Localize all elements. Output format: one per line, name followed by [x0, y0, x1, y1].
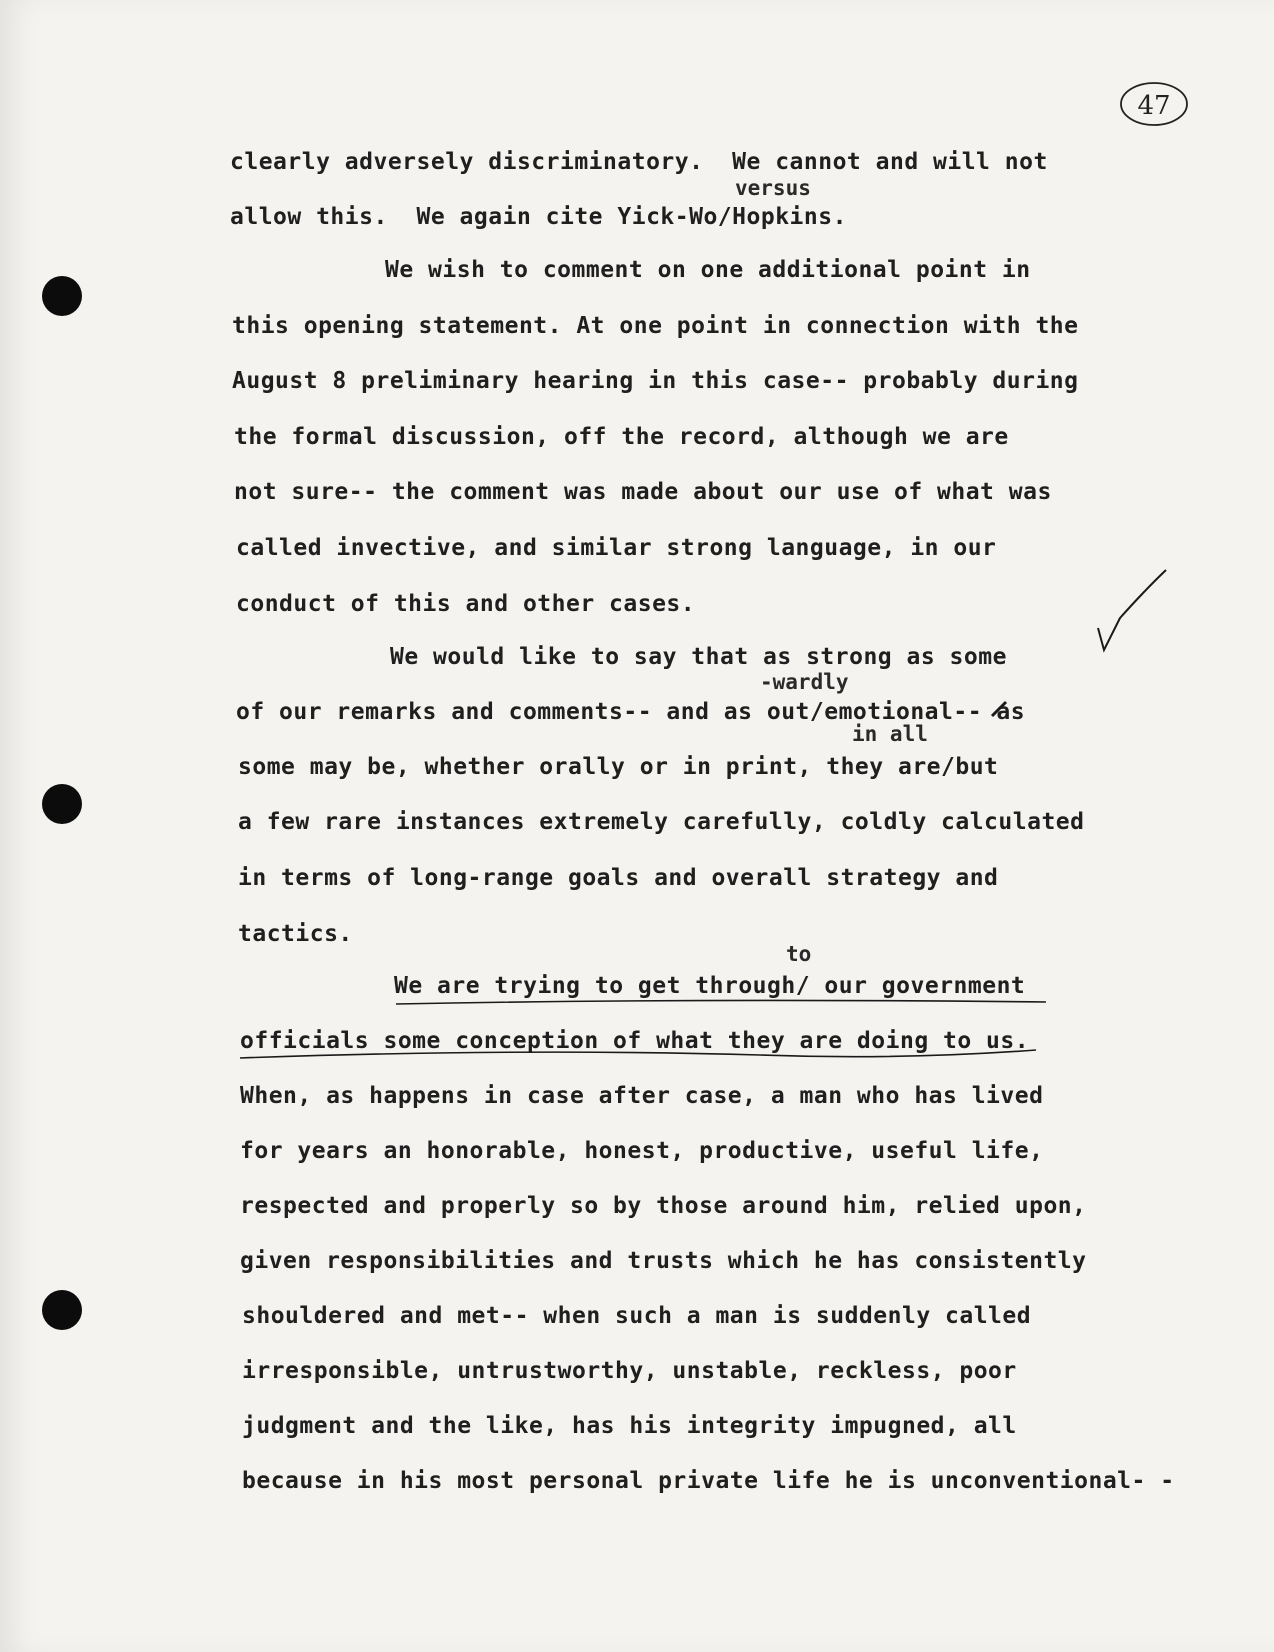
insertion-wardly: -wardly: [760, 670, 849, 694]
text-line: When, as happens in case after case, a man who has lived: [240, 1083, 1044, 1109]
text-line: clearly adversely discriminatory. We cannot and will not: [230, 149, 1048, 175]
insertion-versus: versus: [735, 176, 811, 200]
text-line: respected and properly so by those around him, relied upon,: [240, 1193, 1087, 1219]
underline-mark: [396, 1000, 1046, 1004]
text-line: in terms of long-range goals and overall strategy and: [238, 865, 999, 891]
text-line: given responsibilities and trusts which he has consistently: [240, 1248, 1087, 1274]
text-line: conduct of this and other cases.: [236, 591, 696, 617]
text-line: not sure-- the comment was made about our use of what was: [234, 479, 1052, 505]
check-mark-icon: [1098, 570, 1166, 650]
text-line: the formal discussion, off the record, although we are: [234, 424, 1009, 450]
text-line: a few rare instances extremely carefully, coldly calculated: [238, 809, 1085, 835]
insertion-in-all: in all: [852, 722, 928, 746]
text-line: irresponsible, untrustworthy, unstable, reckless, poor: [242, 1358, 1017, 1384]
text-line: tactics.: [238, 921, 353, 947]
text-line: We wish to comment on one additional point in: [385, 257, 1031, 283]
text-line: judgment and the like, has his integrity impugned, all: [242, 1413, 1017, 1439]
text-line: officials some conception of what they are doing to us.: [240, 1028, 1030, 1054]
text-line: We would like to say that as strong as some: [390, 644, 1007, 670]
text-line: allow this. We again cite Yick-Wo/Hopkins.: [230, 204, 847, 230]
strike-mark: [992, 702, 1006, 716]
text-line: of our remarks and comments-- and as out/emotional-- as: [236, 699, 1026, 725]
text-line: called invective, and similar strong language, in our: [236, 535, 997, 561]
text-line: for years an honorable, honest, productive, useful life,: [240, 1138, 1044, 1164]
text-line: this opening statement. At one point in connection with the: [232, 313, 1079, 339]
text-line: some may be, whether orally or in print, they are/but: [238, 754, 999, 780]
text-line: because in his most personal private life he is unconventional- -: [242, 1468, 1175, 1494]
underline-mark: [240, 1050, 1036, 1058]
text-line: We are trying to get through/ our government: [394, 973, 1026, 999]
page-number: 47: [1137, 91, 1171, 121]
text-line: August 8 preliminary hearing in this case-- probably during: [232, 368, 1079, 394]
insertion-to: to: [786, 942, 812, 966]
text-line: shouldered and met-- when such a man is suddenly called: [242, 1303, 1032, 1329]
